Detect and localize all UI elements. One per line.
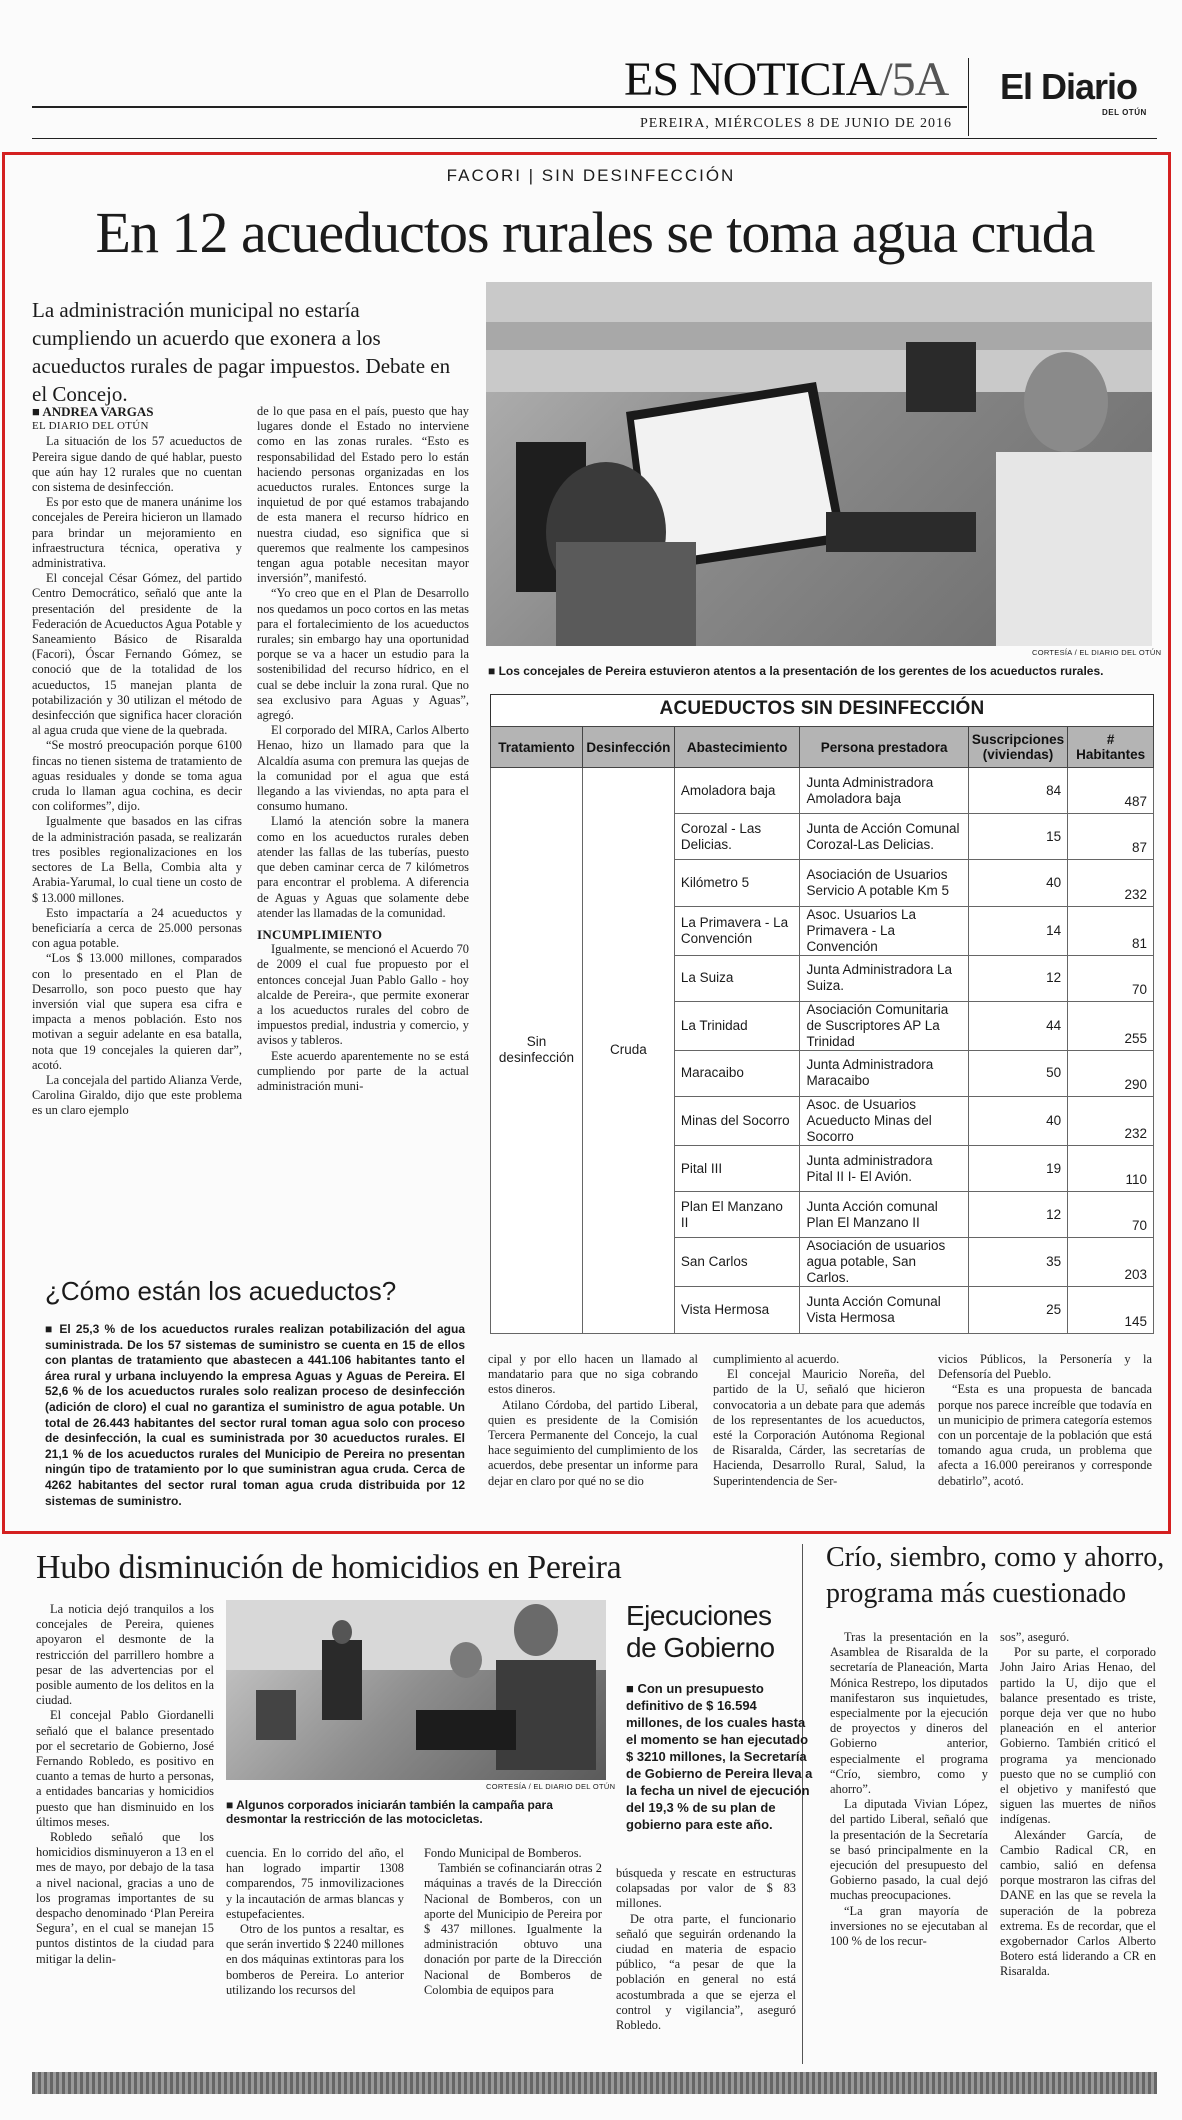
- habitantes-cell: 487: [1068, 768, 1154, 814]
- abastecimiento-cell: Kilómetro 5: [674, 860, 800, 906]
- suscripciones-cell: 12: [968, 955, 1067, 1001]
- photo-caption-text: Los concejales de Pereira estuvieron atentos a la presentación de los gerentes de los acueductos rurales.: [498, 664, 1104, 678]
- story2-column-2: [226, 1846, 404, 2064]
- masthead-rule: [32, 106, 967, 108]
- page-number: /5A: [879, 53, 949, 106]
- suscripciones-cell: 40: [968, 1096, 1067, 1145]
- story-kicker: FACORI | SIN DESINFECCIÓN: [446, 166, 736, 185]
- main-article-column-1: [32, 404, 242, 1246]
- column-header: Tratamiento: [491, 727, 583, 768]
- paragraph: La noticia dejó tranquilos a los concejales de Pereira, quienes apoyaron el desmonte de la restricción del parrillero hombre a pesar de las advertencias por el posible aumento de los delitos en la ciudad.: [36, 1602, 214, 1708]
- main-article-column-2: [257, 404, 469, 1262]
- suscripciones-cell: 44: [968, 1001, 1067, 1050]
- table-header-row: [491, 727, 1154, 768]
- publication-date: PEREIRA, MIÉRCOLES 8 DE JUNIO DE 2016: [640, 116, 952, 131]
- paragraph: Esto impactaría a 24 acueductos y beneficiaría a cerca de 25.000 personas con agua potable.: [32, 905, 242, 951]
- abastecimiento-cell: Pital III: [674, 1145, 800, 1191]
- paragraph: La diputada Vivian López, del partido Liberal, señaló que la presentación de la Secretaría se basó principalmente en la ejecución del presupuesto del Gobierno pasado, la cual dejó muchas preocupaciones.: [830, 1797, 988, 1903]
- masthead-bottom-rule: [32, 138, 1157, 139]
- council-photo-illustration: [486, 282, 1152, 646]
- paragraph: La concejala del partido Alianza Verde, Carolina Giraldo, dijo que este problema es un claro ejemplo: [32, 1072, 242, 1118]
- paragraph: Otro de los puntos a resaltar, es que serán invertido $ 2240 millones en dos máquinas extintoras para los bomberos de Pereira. Lo anterior utilizando los recursos del: [226, 1922, 404, 1997]
- paragraph: Atilano Córdoba, del partido Liberal, quien es presidente de la Comisión Tercera Permanente del Concejo, la cual hace seguimiento del cumplimiento de los acuerdos, debe presentar un informe para dejar en claro por qué no se dio: [488, 1397, 698, 1488]
- paragraph: cipal y por ello hacen un llamado al mandatario para que no siga cobrando estos dineros.: [488, 1352, 698, 1397]
- story2-headline: Hubo disminución de homicidios en Pereira: [36, 1549, 622, 1586]
- story2-column-4: [616, 1866, 796, 2064]
- abastecimiento-cell: Amoladora baja: [674, 768, 800, 814]
- photo-credit: CORTESÍA / EL DIARIO DEL OTÚN: [1032, 648, 1162, 657]
- tratamiento-cell: Sin desinfección: [491, 768, 583, 1334]
- habitantes-cell: 70: [1068, 955, 1154, 1001]
- habitantes-cell: 145: [1068, 1287, 1154, 1333]
- story2-column-3: [424, 1846, 602, 2064]
- subhead: INCUMPLIMIENTO: [257, 926, 383, 942]
- suscripciones-cell: 15: [968, 814, 1067, 860]
- story3-headline: Crío, siembro, como y ahorro, programa más cuestionado: [826, 1542, 1165, 1609]
- habitantes-cell: 70: [1068, 1192, 1154, 1238]
- abastecimiento-cell: Maracaibo: [674, 1050, 800, 1096]
- abastecimiento-cell: La Suiza: [674, 955, 800, 1001]
- abastecimiento-cell: Vista Hermosa: [674, 1287, 800, 1333]
- table-title: ACUEDUCTOS SIN DESINFECCIÓN: [659, 698, 985, 719]
- suscripciones-cell: 25: [968, 1287, 1067, 1333]
- council-photo-2: [226, 1600, 606, 1780]
- habitantes-cell: 232: [1068, 1096, 1154, 1145]
- byline: ■ ANDREA VARGAS: [32, 404, 154, 419]
- paragraph: de lo que pasa en el país, puesto que hay lugares donde el Estado no interviene como en las zonas rurales. “Esto es responsabilidad del Estado pero lo están haciendo personas organizadas en los acueductos rurales. Entonces surge la inquietud de por qué estamos trabajando de esta manera el recurso hídrico en nuestra ciudad, eso significa que si queremos que realmente los campesinos tengan agua potable necesitan mayor inversión”, manifestó.: [257, 404, 469, 586]
- suscripciones-cell: 84: [968, 768, 1067, 814]
- abastecimiento-cell: San Carlos: [674, 1238, 800, 1287]
- box-text-body: El 25,3 % de los acueductos rurales realizan potabilización del agua suministrada. De los 57 sistemas de suministro se cuenta en 15 de ellos con plantas de tratamiento que abastecen a 441.106 habitantes tanto el área rural y urbana incluyendo la empresa Aguas y Aguas de Pereira. El 52,6 % de los acueductos rurales solo realizan proceso de desinfección (adición de cloro) el cual no garantiza el suministro de agua potable. Un total de 26.443 habitantes del sector rural toman agua solo con proceso de desinfección, la cual es suministrada por 30 acueductos rurales. El 21,1 % de los acueductos rurales del Municipio de Pereira no presentan ningún tipo de tratamiento por lo que suministran agua cruda. Cerca de 4262 habitantes del sector rural toman agua cruda distribuida por 12 sistemas de suministro.: [45, 1322, 465, 1508]
- story3-column-2: [1000, 1630, 1156, 2064]
- persona-cell: Junta Administradora Maracaibo: [800, 1050, 968, 1096]
- sidebar-headline: Ejecuciones de Gobierno: [626, 1600, 775, 1663]
- paragraph: “Yo creo que en el Plan de Desarrollo nos quedamos un poco cortos en las metas para el fortalecimiento de los acueductos rurales; sin embargo hay una oportunidad porque se va a hacer un estudio para la sostenibilidad del recurso hídrico, en el cual se debe incluir la zona rural. Que no sea exclusivo para Aguas y Aguas”, agregó.: [257, 586, 469, 723]
- paragraph: El concejal César Gómez, del partido Centro Democrático, señaló que ante la presentación del presidente de la Federación de Acueductos Agua Potable y Saneamiento Básico de Risaralda (Facori), Óscar Fernando Gómez, se conoció que de la totalidad de los acueductos, 15 manejan planta de potabilización y 30 utilizan el método de desinfección que significa hacer cloración al agua cruda que viene de la quebrada.: [32, 571, 242, 738]
- section-name: ES NOTICIA: [624, 53, 880, 106]
- sidebar-text-body: Con un presupuesto definitivo de $ 16.594 millones, de los cuales hasta el momento se han ejecutado $ 3210 millones, la Secretaría de Gobierno de Pereira lleva a la fecha un nivel de ejecución del 19,3 % de su plan de gobierno para este año.: [626, 1681, 813, 1832]
- column-header: Persona prestadora: [800, 727, 968, 768]
- paragraph: Robledo señaló que los homicidios disminuyeron a 13 en el mes de mayo, por debajo de la tasa a nivel nacional, gracias a uno de los programas importantes de su despacho denominado ‘Plan Pereira Segura’, en el cual se manejan 15 puntos distintos de la ciudad para mitigar la delin-: [36, 1830, 214, 1966]
- paragraph: “Se mostró preocupación porque 6100 fincas no tienen sistema de tratamiento de aguas residuales y donde se toma agua cruda lo llaman agua cochina, es decir con coliformes”, dijo.: [32, 738, 242, 814]
- habitantes-cell: 232: [1068, 860, 1154, 906]
- story2-column-1: [36, 1602, 214, 2062]
- abastecimiento-cell: Minas del Socorro: [674, 1096, 800, 1145]
- paragraph: Igualmente, se mencionó el Acuerdo 70 de 2009 el cual fue propuesto por el entonces concejal Juan Pablo Gallo - hoy alcalde de Pereira-, que permite exonerar a los acueductos rurales del cobro de impuestos predial, industria y comercio, y avisos y tableros.: [257, 942, 469, 1048]
- suscripciones-cell: 50: [968, 1050, 1067, 1096]
- abastecimiento-cell: Corozal - Las Delicias.: [674, 814, 800, 860]
- suscripciones-cell: 19: [968, 1145, 1067, 1191]
- table-body: [491, 768, 1154, 1334]
- persona-cell: Asoc. Usuarios La Primavera - La Convención: [800, 906, 968, 955]
- box-heading: ¿Cómo están los acueductos?: [45, 1276, 397, 1306]
- paragraph: cuencia. En lo corrido del año, el han logrado impartir 1308 comparendos, 75 inmovilizaciones y la incautación de armas blancas y estupefacientes.: [226, 1846, 404, 1921]
- persona-cell: Asociación de Usuarios Servicio A potable Km 5: [800, 860, 968, 906]
- paragraph: vicios Públicos, la Personería y la Defensoría del Pueblo.: [938, 1352, 1152, 1382]
- paragraph: El concejal Mauricio Noreña, del partido de la U, señaló que hicieron convocatoria a un debate para que además de los representantes de los acueductos, esté la Corporación Autónoma Regional de Risaralda, Cárder, las secretarías de Hacienda, Desarrollo Rural, Salud, la Superintendencia de Ser-: [713, 1367, 925, 1488]
- paragraph: Alexánder García, de Cambio Radical CR, en cambio, salió en defensa porque mostraron las cifras del DANE en las que se revela la superación de la pobreza extrema. Es de recordar, que el exgobernador Carlos Alberto Botero está liderando a CR en Risaralda.: [1000, 1827, 1156, 1979]
- bottom-strip: [32, 2072, 1157, 2094]
- paragraph: La situación de los 57 acueductos de Pereira sigue dando de qué hablar, puesto que aún hay 12 rurales que no cuentan con sistema de desinfección.: [32, 434, 242, 495]
- paragraph: Fondo Municipal de Bomberos.: [424, 1846, 582, 1860]
- paragraph: “La gran mayoría de inversiones no se ejecutaban al 100 % de los recur-: [830, 1903, 988, 1949]
- abastecimiento-cell: Plan El Manzano II: [674, 1192, 800, 1238]
- suscripciones-cell: 35: [968, 1238, 1067, 1287]
- paragraph: El concejal Pablo Giordanelli señaló que el balance presentado por el secretario de Gobierno, José Fernando Robledo, es positivo en cuanto a temas de hurto a personas, a entidades bancarias y homicidios puesto que han disminuido en los últimos meses.: [36, 1708, 214, 1829]
- main-headline: En 12 acueductos rurales se toma agua cruda: [95, 200, 1095, 265]
- paragraph: “Los $ 13.000 millones, comparados con lo presentado en el Plan de Desarrollo, son poco puesto que hay inversión vial que supera esa cifra e impacta a menos población. Esto nos motivan a seguir adelante en esa batalla, nota que 19 concejales la quieren dar”, acotó.: [32, 951, 242, 1072]
- persona-cell: Junta de Acción Comunal Corozal-Las Delicias.: [800, 814, 968, 860]
- persona-cell: Junta Acción Comunal Vista Hermosa: [800, 1287, 968, 1333]
- habitantes-cell: 255: [1068, 1001, 1154, 1050]
- paragraph: Por su parte, el corporado John Jairo Arias Henao, del partido la U, dijo que el balance presentado es triste, porque deja ver que no hubo planeación en el anterior Gobierno. También criticó el programa ya mencionado puesto que no se cumplió con el objetivo y manifestó que siguen las muertes de niños indígenas.: [1000, 1645, 1156, 1827]
- paragraph: Llamó la atención sobre la manera como en los acueductos rurales deben atender las fallas de las tuberías, puesto que deben caminar cerca de 7 kilómetros para encontrar el problema. A diferencia de Aguas y Aguas que solamente debe atender las llamadas de la comunidad.: [257, 814, 469, 920]
- main-article-column-4: [713, 1352, 925, 1522]
- persona-cell: Asoc. de Usuarios Acueducto Minas del Socorro: [800, 1096, 968, 1145]
- abastecimiento-cell: La Trinidad: [674, 1001, 800, 1050]
- brand-logo-sub: DEL OTÚN: [1102, 108, 1147, 117]
- byline-outlet: EL DIARIO DEL OTÚN: [32, 420, 149, 433]
- persona-cell: Junta Acción comunal Plan El Manzano II: [800, 1192, 968, 1238]
- story-dek: La administración municipal no estaría cumpliendo un acuerdo que exonera a los acueductos rurales de pagar impuestos. Debate en el Concejo.: [32, 298, 451, 406]
- paragraph: También se cofinanciarán otras 2 máquinas a través de la Dirección Nacional de Bomberos, con un aporte del Municipio de Pereira por $ 437 millones. Igualmente la administración obtuvo una donación por parte de la Dirección Nacional de Bomberos de Colombia de equipos para: [424, 1861, 602, 1997]
- abastecimiento-cell: La Primavera - La Convención: [674, 906, 800, 955]
- paragraph: El corporado del MIRA, Carlos Alberto Henao, hizo un llamado para que la Alcaldía asuma con premura las quejas de la comunidad por el agua que está llegando a las viviendas, no apta para el consumo humano.: [257, 723, 469, 814]
- paragraph: sos”, aseguró.: [1000, 1630, 1070, 1644]
- brand-logo: El Diario: [1000, 66, 1138, 107]
- persona-cell: Asociación Comunitaria de Suscriptores AP La Trinidad: [800, 1001, 968, 1050]
- masthead-divider: [968, 58, 969, 136]
- suscripciones-cell: 12: [968, 1192, 1067, 1238]
- acueductos-table: [490, 726, 1154, 1334]
- council-photo: [486, 282, 1152, 646]
- sidebar-text: ■ Con un presupuesto definitivo de $ 16.594 millones, de los cuales hasta el momento se han ejecutado $ 3210 millones, la Secretaría de Gobierno de Pereira lleva a la fecha un nivel de ejecución del 19,3 % de su plan de gobierno para este año.: [626, 1681, 813, 1832]
- habitantes-cell: 81: [1068, 906, 1154, 955]
- photo-caption-2-text: Algunos corporados iniciarán también la campaña para desmontar la restricción de las motocicletas.: [226, 1798, 553, 1826]
- paragraph: búsqueda y rescate en estructuras colapsadas por valor de $ 83 millones.: [616, 1866, 796, 1911]
- column-header: Abastecimiento: [674, 727, 800, 768]
- photo-caption-2: ■ Algunos corporados iniciarán también la campaña para desmontar la restricción de las motocicletas.: [226, 1798, 553, 1826]
- persona-cell: Junta administradora Pital II I- El Avión.: [800, 1145, 968, 1191]
- habitantes-cell: 87: [1068, 814, 1154, 860]
- main-article-column-5: [938, 1352, 1152, 1522]
- paragraph: De otra parte, el funcionario señaló que seguirán ordenando la ciudad en materia de espacio público, “a pesar de que la población en general no está acostumbrada a que se ejerza el control y vigilancia”, aseguró Robledo.: [616, 1911, 796, 2033]
- paragraph: Este acuerdo aparentemente no se está cumpliendo por parte de la actual administración muni-: [257, 1048, 469, 1093]
- section-title: [624, 54, 948, 106]
- column-header: # Habitantes: [1068, 727, 1154, 768]
- habitantes-cell: 110: [1068, 1145, 1154, 1191]
- paragraph: “Esta es una propuesta de bancada porque nos parece increíble que todavía en un municipio de primera categoría estemos con un porcentaje de la población que está tomando agua cruda, un problema que afecta a 16.000 pereiranos y corresponde debatirlo”, acotó.: [938, 1382, 1152, 1488]
- persona-cell: Junta Administradora Amoladora baja: [800, 768, 968, 814]
- paragraph: Tras la presentación en la Asamblea de Risaralda de la secretaría de Planeación, Marta Mónica Restrepo, los diputados manifestaron sus inquietudes, especialmente por la ejecución de proyectos y dineros del Gobierno anterior, especialmente el programa “Crío, siembro, como y ahorro”.: [830, 1630, 988, 1797]
- suscripciones-cell: 40: [968, 860, 1067, 906]
- byline-name: ANDREA VARGAS: [42, 404, 154, 419]
- paragraph: Igualmente que basados en las cifras de la administración pasada, se realizarán tres posibles regionalizaciones en los sectores de La Bella, Combia alta y Arabia-Yarumal, lo cual tiene un costo de $ 13.000 millones.: [32, 814, 242, 905]
- habitantes-cell: 290: [1068, 1050, 1154, 1096]
- council-photo-2-illustration: [226, 1600, 606, 1780]
- photo-credit-2: CORTESÍA / EL DIARIO DEL OTÚN: [486, 1782, 616, 1791]
- paragraph: cumplimiento al acuerdo.: [713, 1352, 840, 1366]
- main-article-column-3: [488, 1352, 698, 1522]
- column-header: Desinfección: [582, 727, 674, 768]
- habitantes-cell: 203: [1068, 1238, 1154, 1287]
- photo-caption: ■ Los concejales de Pereira estuvieron atentos a la presentación de los gerentes de los acueductos rurales.: [488, 664, 1104, 678]
- paragraph: Es por esto que de manera unánime los concejales de Pereira hicieron un llamado para brindar un mejoramiento en infraestructura técnica, operativa y administrativa.: [32, 495, 242, 571]
- table-row: [491, 768, 1154, 814]
- desinfeccion-cell: Cruda: [582, 768, 674, 1334]
- persona-cell: Asociación de usuarios agua potable, San Carlos.: [800, 1238, 968, 1287]
- suscripciones-cell: 14: [968, 906, 1067, 955]
- story3-column-1: [830, 1630, 988, 2064]
- column-header: Suscripciones (viviendas): [968, 727, 1067, 768]
- box-text: ■ El 25,3 % de los acueductos rurales realizan potabilización del agua suministrada. De los 57 sistemas de suministro se cuenta en 15 de ellos con plantas de tratamiento que abastecen a 441.106 habitantes tanto el área rural y urbana incluyendo la empresa Aguas y Aguas de Pereira. El 52,6 % de los acueductos rurales solo realizan proceso de desinfección (adición de cloro) el cual no garantiza el suministro de agua potable. Un total de 26.443 habitantes del sector rural toman agua solo con proceso de desinfección, la cual es suministrada por 30 acueductos rurales. El 21,1 % de los acueductos rurales del Municipio de Pereira no presentan ningún tipo de tratamiento por lo que suministran agua cruda. Cerca de 4262 habitantes del sector rural toman agua cruda distribuida por 12 sistemas de suministro.: [45, 1322, 465, 1508]
- persona-cell: Junta Administradora La Suiza.: [800, 955, 968, 1001]
